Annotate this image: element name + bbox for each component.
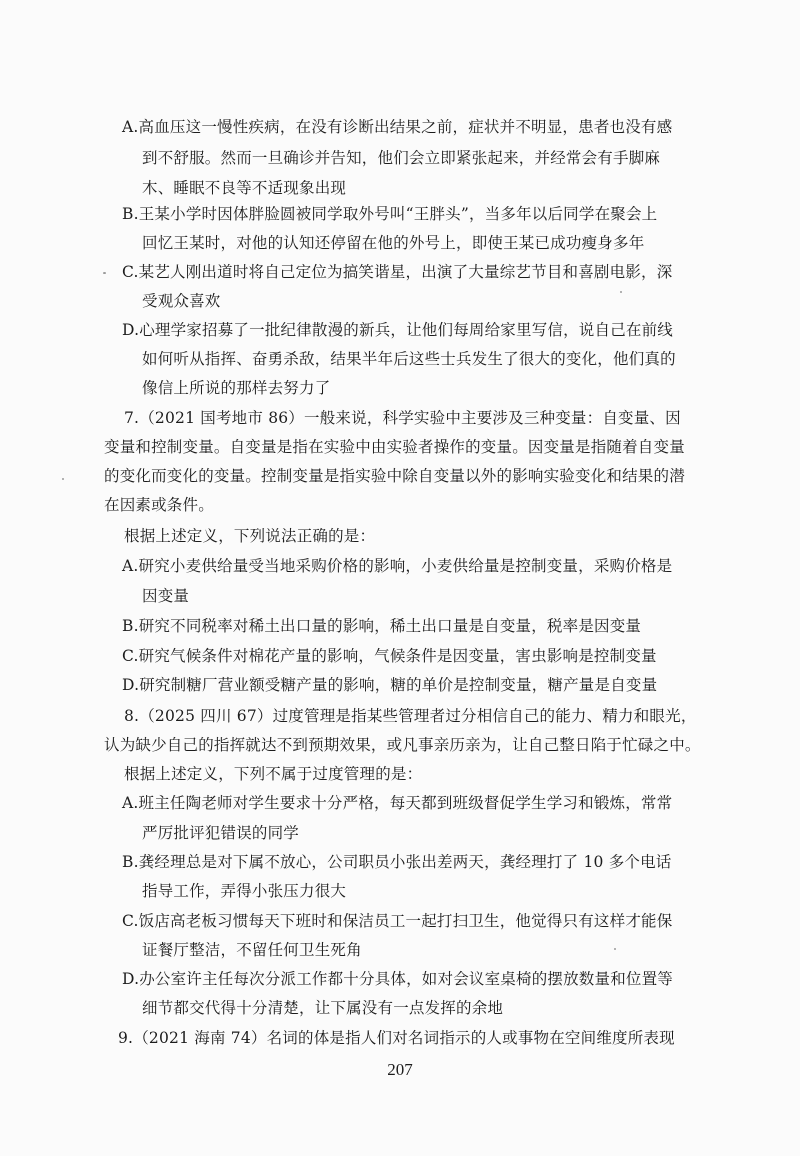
q7-stem-line3: 的变化而变化的变量。控制变量是指实验中除自变量以外的影响实验变化和结果的潜: [104, 467, 685, 485]
q9-stem-line1: 9.（2021 海南 74）名词的体是指人们对名词指示的人或事物在空间维度所表现: [118, 1029, 675, 1047]
q7-option-a-line2: 因变量: [142, 587, 190, 605]
q6-option-a-line3: 木、睡眠不良等不适现象出现: [142, 179, 347, 197]
q8-option-d-line1: D.办公室许主任每次分派工作都十分具体，如对会议室桌椅的摆放数量和位置等: [122, 970, 674, 988]
q8-option-b-line1: B.龚经理总是对下属不放心，公司职员小张出差两天，龚经理打了 10 多个电话: [122, 853, 672, 871]
q6-option-c-line1: C.某艺人刚出道时将自己定位为搞笑谐星，出演了大量综艺节目和喜剧电影，深: [122, 263, 673, 281]
q6-option-c-line2: 受观众喜欢: [142, 292, 221, 310]
q6-option-d-line3: 像信上所说的那样去努力了: [142, 379, 331, 397]
q6-option-b-line1: B.王某小学时因体胖脸圆被同学取外号叫“王胖头”，当多年以后同学在聚会上: [122, 205, 658, 223]
q8-option-b-line2: 指导工作，弄得小张压力很大: [142, 882, 347, 900]
q7-option-d: D.研究制糖厂营业额受糖产量的影响，糖的单价是控制变量，糖产量是自变量: [122, 676, 658, 694]
q8-prompt: 根据上述定义，下列不属于过度管理的是：: [124, 765, 423, 783]
page-number: 207: [387, 1060, 413, 1079]
q8-option-a-line2: 严厉批评犯错误的同学: [142, 824, 300, 842]
q6-option-a-line1: A.高血压这一慢性疾病，在没有诊断出结果之前，症状并不明显，患者也没有感: [122, 118, 673, 136]
q6-option-d-line2: 如何听从指挥、奋勇杀敌，结果半年后这些士兵发生了很大的变化，他们真的: [142, 350, 676, 368]
q8-option-d-line2: 细节都交代得十分清楚，让下属没有一点发挥的余地: [142, 999, 504, 1017]
q7-option-c: C.研究气候条件对棉花产量的影响，气候条件是因变量，害虫影响是控制变量: [122, 647, 657, 665]
scan-speck: [103, 272, 106, 274]
q7-option-b: B.研究不同税率对稀土出口量的影响，稀土出口量是自变量，税率是因变量: [122, 617, 642, 635]
q7-stem-line1: 7.（2021 国考地市 86）一般来说，科学实验中主要涉及三种变量：自变量、因: [124, 409, 681, 427]
q8-option-c-line2: 证餐厅整洁，不留任何卫生死角: [142, 941, 362, 959]
scan-speck: [62, 478, 64, 480]
q8-stem-line2: 认为缺少自己的指挥就达不到预期效果，或凡事亲历亲为，让自己整日陷于忙碌之中。: [104, 736, 701, 754]
q8-option-a-line1: A.班主任陶老师对学生要求十分严格，每天都到班级督促学生学习和锻炼，常常: [122, 794, 673, 812]
q7-stem-line4: 在因素或条件。: [104, 496, 214, 514]
scan-speck: [620, 291, 622, 293]
q6-option-d-line1: D.心理学家招募了一批纪律散漫的新兵，让他们每周给家里写信，说自己在前线: [122, 321, 674, 339]
q7-prompt: 根据上述定义，下列说法正确的是：: [124, 527, 376, 545]
q8-option-c-line1: C.饭店高老板习惯每天下班时和保洁员工一起打扫卫生，他觉得只有这样才能保: [122, 912, 673, 930]
q8-stem-line1: 8.（2025 四川 67）过度管理是指某些管理者过分相信自己的能力、精力和眼光，: [124, 707, 697, 725]
scan-speck: [614, 948, 616, 950]
q7-option-a-line1: A.研究小麦供给量受当地采购价格的影响，小麦供给量是控制变量，采购价格是: [122, 557, 673, 575]
q6-option-b-line2: 回忆王某时，对他的认知还停留在他的外号上，即使王某已成功瘦身多年: [142, 234, 645, 252]
q7-stem-line2: 变量和控制变量。自变量是指在实验中由实验者操作的变量。因变量是指随着自变量: [104, 438, 685, 456]
q6-option-a-line2: 到不舒服。然而一旦确诊并告知，他们会立即紧张起来，并经常会有手脚麻: [142, 149, 661, 167]
